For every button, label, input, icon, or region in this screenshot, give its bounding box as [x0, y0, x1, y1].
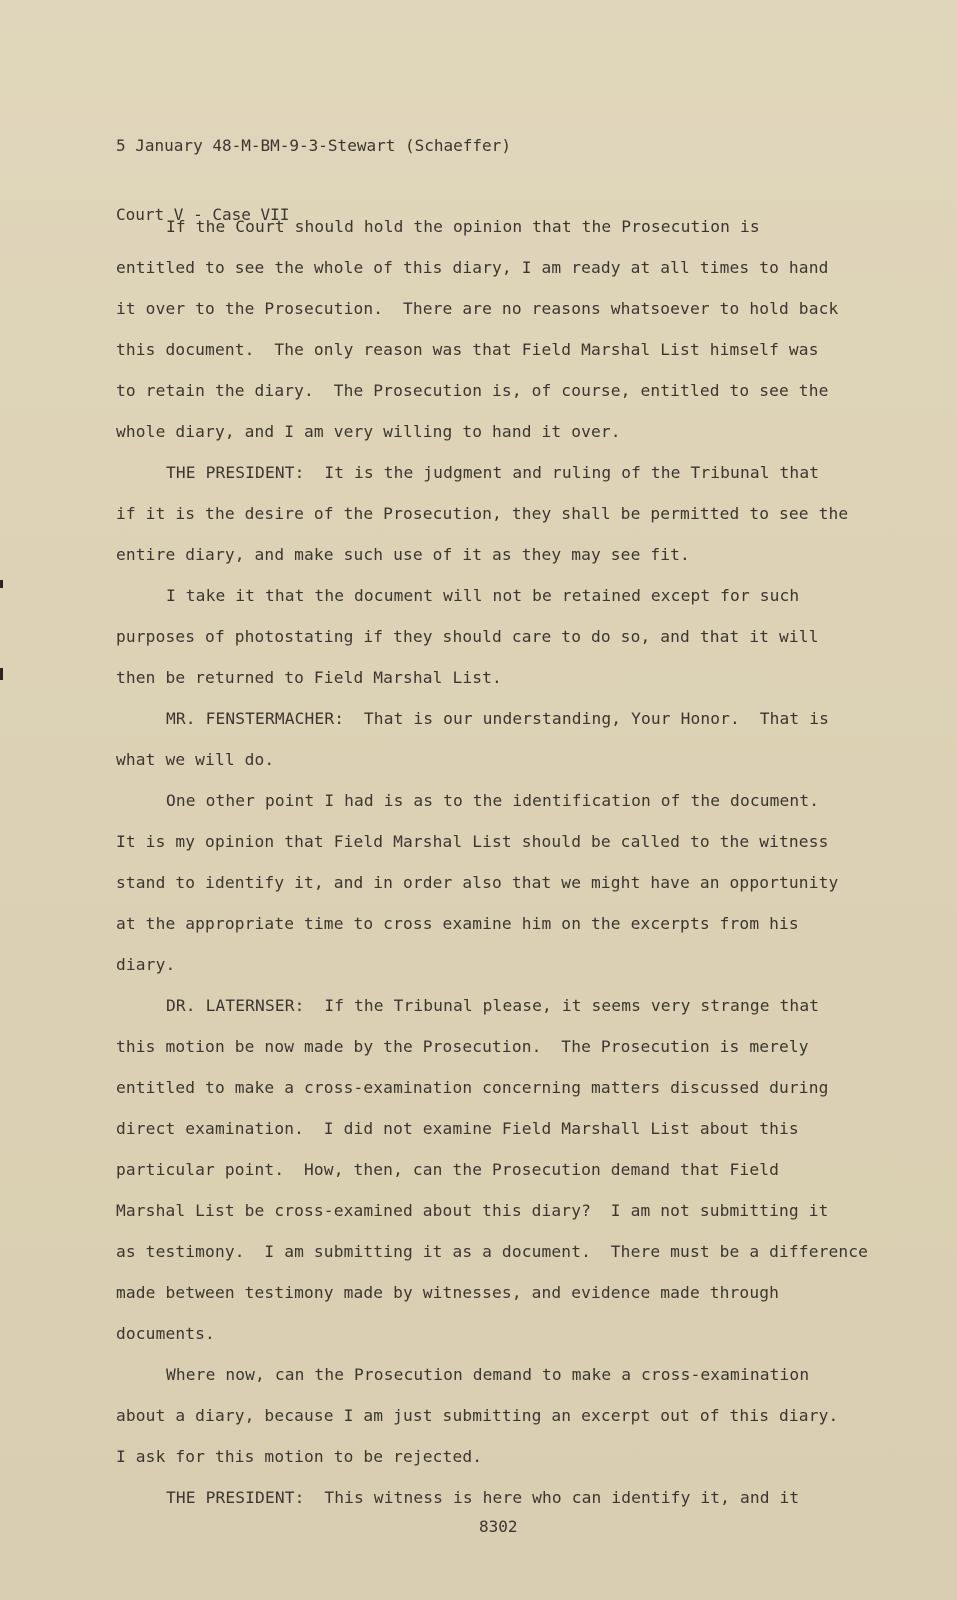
transcript-line: about a diary, because I am just submitting an excerpt out of this diary.	[116, 1406, 839, 1425]
transcript-line: It is my opinion that Field Marshal List should be called to the witness	[116, 832, 829, 851]
transcript-line: purposes of photostating if they should care to do so, and that it will	[116, 627, 819, 646]
page-number: 8302	[479, 1517, 518, 1536]
transcript-line: entire diary, and make such use of it as they may see fit.	[116, 545, 690, 564]
transcript-line: THE PRESIDENT: This witness is here who can identify it, and it	[166, 1488, 800, 1507]
transcript-line: as testimony. I am submitting it as a document. There must be a difference	[116, 1242, 869, 1261]
transcript-line: I take it that the document will not be retained except for such	[166, 586, 800, 605]
transcript-line: this motion be now made by the Prosecution. The Prosecution is merely	[116, 1037, 809, 1056]
transcript-line: made between testimony made by witnesses, and evidence made through	[116, 1283, 780, 1302]
transcript-line: stand to identify it, and in order also that we might have an opportunity	[116, 873, 839, 892]
transcript-line: diary.	[116, 955, 176, 974]
transcript-line: then be returned to Field Marshal List.	[116, 668, 502, 687]
transcript-line: MR. FENSTERMACHER: That is our understanding, Your Honor. That is	[166, 709, 830, 728]
transcript-line: what we will do.	[116, 750, 275, 769]
header-date-line: 5 January 48-M-BM-9-3-Stewart (Schaeffer)	[116, 136, 511, 155]
transcript-line: entitled to see the whole of this diary, I am ready at all times to hand	[116, 258, 829, 277]
header-court-line: Court V - Case VII	[116, 205, 290, 224]
transcript-line: documents.	[116, 1324, 215, 1343]
transcript-line: entitled to make a cross-examination concerning matters discussed during	[116, 1078, 829, 1097]
transcript-line: it over to the Prosecution. There are no reasons whatsoever to hold back	[116, 299, 839, 318]
transcript-line: at the appropriate time to cross examine him on the excerpts from his	[116, 914, 799, 933]
transcript-line: this document. The only reason was that Field Marshal List himself was	[116, 340, 819, 359]
transcript-line: THE PRESIDENT: It is the judgment and ruling of the Tribunal that	[166, 463, 820, 482]
transcript-line: to retain the diary. The Prosecution is, of course, entitled to see the	[116, 381, 829, 400]
transcript-line: particular point. How, then, can the Prosecution demand that Field	[116, 1160, 780, 1179]
transcript-line: DR. LATERNSER: If the Tribunal please, it seems very strange that	[166, 996, 820, 1015]
transcript-line: direct examination. I did not examine Field Marshall List about this	[116, 1119, 799, 1138]
left-edge-mark	[0, 580, 3, 588]
transcript-line: Where now, can the Prosecution demand to make a cross-examination	[166, 1365, 810, 1384]
transcript-line: One other point I had is as to the identification of the document.	[166, 791, 820, 810]
left-edge-mark	[0, 668, 3, 680]
transcript-line: If the Court should hold the opinion that the Prosecution is	[166, 217, 760, 236]
transcript-line: Marshal List be cross-examined about this diary? I am not submitting it	[116, 1201, 829, 1220]
transcript-line: if it is the desire of the Prosecution, they shall be permitted to see the	[116, 504, 849, 523]
transcript-line: whole diary, and I am very willing to hand it over.	[116, 422, 621, 441]
transcript-body	[116, 206, 906, 1518]
transcript-line: I ask for this motion to be rejected.	[116, 1447, 483, 1466]
